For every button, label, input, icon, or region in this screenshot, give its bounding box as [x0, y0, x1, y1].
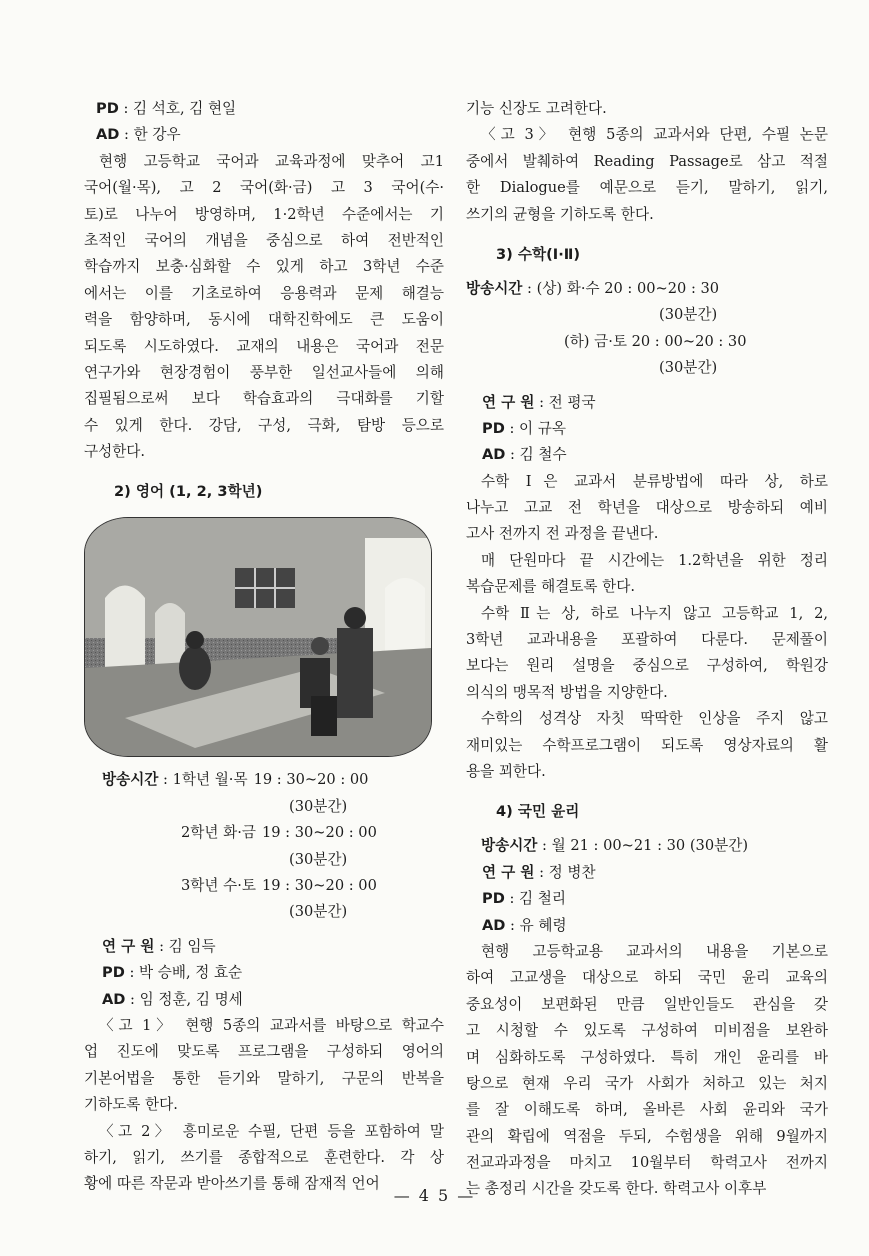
text-line: 관의 확립에 역점을 두되, 수험생을 위해 9월까지 [466, 1127, 828, 1145]
math-lower-time: (하) 금·토 20 : 00~20 : 30 [564, 332, 747, 350]
math-upper-duration: (30분간) [659, 306, 718, 324]
text-line: 탕으로 현재 우리 국가 사회가 처하고 있는 처지 [466, 1074, 828, 1092]
text-line: 수학 Ⅱ는 상, 하로 나누지 않고 고등학교 1, 2, [481, 604, 828, 622]
credit-label: PD [482, 890, 505, 908]
text-line: 집필됨으로써 보다 학습효과의 극대화를 기할 [84, 390, 444, 408]
credit-name: : 김 임득 [154, 937, 216, 955]
page-number: — 4 5 — [393, 1186, 476, 1205]
text-line: 토)로 나누어 방영하며, 1·2학년 수준에서는 기 [84, 205, 444, 223]
ethics-time: : 월 21 : 00~21 : 30 (30분간) [537, 837, 749, 855]
credit-name: : 김 철리 [504, 890, 566, 908]
text-line: 황에 따른 작문과 받아쓰기를 통해 잠재적 언어 [84, 1175, 380, 1193]
text-line: 〈고 2〉 흥미로운 수필, 단편 등을 포함하여 말 [99, 1122, 444, 1140]
credit-label: PD [102, 964, 125, 982]
text-line: 기본어법을 통한 듣기와 말하기, 구문의 반복을 [84, 1069, 444, 1087]
text-line: 쓰기의 균형을 기하도록 한다. [466, 205, 654, 223]
text-line: 용을 꾀한다. [466, 762, 546, 780]
text-line: 연구가와 현장경험이 풍부한 일선교사들에 의해 [84, 363, 444, 381]
text-line: 되도록 시도하였다. 교재의 내용은 국어과 전문 [84, 337, 444, 355]
text-line: 재미있는 수학프로그램이 되도록 영상자료의 활 [466, 736, 828, 754]
credit-label: PD [96, 100, 119, 117]
credit-line [84, 934, 444, 960]
credit-label: PD [482, 419, 505, 437]
text-line: 중요성이 보편화된 만큼 일반인들도 관심을 갖 [466, 995, 828, 1013]
text-line: 는 총정리 시간을 갖도록 한다. 학력고사 이후부 [466, 1180, 767, 1198]
credit-line [466, 886, 828, 912]
math-schedule-upper: 방송시간 : (상) 화·수 20 : 00~20 : 30 [466, 276, 828, 302]
credit-name: : 임 정훈, 김 명세 [125, 990, 243, 1008]
text-line: 수학 Ⅰ은 교과서 분류방법에 따라 상, 하로 [481, 472, 828, 490]
text-line: 현행 고등학교용 교과서의 내용을 기본으로 [481, 942, 828, 960]
text-line: 에서는 이를 기초로하여 응용력과 문제 해결능 [84, 284, 444, 302]
credit-label: 연 구 원 [482, 863, 535, 881]
credit-name: : 박 승배, 정 효순 [124, 964, 243, 982]
credit-name: : 김 석호, 김 현일 [118, 100, 237, 117]
text-line: 〈고 3〉 현행 5종의 교과서와 단편, 수필 논문 [481, 126, 828, 144]
left-column [84, 96, 444, 1198]
ethics-schedule [466, 833, 828, 859]
text-line: 중에서 발췌하여 Reading Passage로 삼고 적절 [466, 152, 828, 170]
credit-line [84, 987, 444, 1013]
schedule-duration: (30분간) [289, 850, 348, 868]
credit-line [466, 913, 828, 939]
credit-line [84, 122, 444, 148]
credit-name: : 유 혜령 [505, 916, 567, 934]
schedule-time: 19 : 30~20 : 00 [261, 877, 377, 895]
text-line: 수학의 성격상 자칫 딱딱한 인상을 주지 않고 [481, 710, 828, 728]
math-upper-time: (상) 화·수 20 : 00~20 : 30 [536, 279, 720, 297]
credit-label: 연 구 원 [102, 937, 155, 955]
schedule-time: 19 : 30~20 : 00 [261, 824, 377, 842]
credit-label: 연 구 원 [482, 393, 535, 411]
text-line: 전교과과정을 마치고 10월부터 학력고사 전까지 [466, 1154, 828, 1172]
text-line: 하여 고교생을 대상으로 하되 국민 윤리 교육의 [466, 969, 828, 987]
classroom-photo [84, 517, 432, 757]
english-heading: 2) 영어 (1, 2, 3학년) [114, 483, 263, 501]
math-lower-duration: (30분간) [659, 359, 718, 377]
broadcast-label: 방송시간 [102, 771, 159, 789]
schedule-line: 방송시간 : 1학년 월·목 19 : 30~20 : 00 [84, 767, 444, 793]
schedule-grade: 2학년 화·금 [181, 824, 256, 842]
broadcast-label: 방송시간 [466, 279, 523, 297]
text-line: 복습문제를 해결토록 한다. [466, 578, 635, 596]
text-line: 3학년 교과내용을 포괄하여 다룬다. 문제풀이 [466, 631, 828, 649]
text-line: 학습까지 보충·심화할 수 있게 하고 3학년 수준 [84, 258, 444, 276]
credit-line [84, 96, 444, 122]
text-line: 한 Dialogue를 예문으로 듣기, 말하기, 읽기, [466, 179, 828, 197]
right-column [466, 96, 828, 1203]
text-line: 초적인 국어의 개념을 중심으로 하여 전반적인 [84, 231, 444, 249]
schedule-duration: (30분간) [289, 797, 348, 815]
text-line: 기능 신장도 고려한다. [466, 100, 607, 117]
text-line: 의식의 맹목적 방법을 지양한다. [466, 683, 668, 701]
text-line: 고사 전까지 전 과정을 끝낸다. [466, 525, 659, 543]
broadcast-label: 방송시간 [481, 837, 538, 855]
schedule-line [84, 873, 444, 899]
ethics-heading: 4) 국민 윤리 [496, 803, 580, 821]
text-line: 고 시청할 수 있도록 구성하여 미비점을 보완하 [466, 1022, 828, 1040]
credit-name: : 이 규옥 [504, 419, 566, 437]
credit-name: : 한 강우 [119, 126, 181, 144]
text-line: 보다는 원리 설명을 중심으로 구성하여, 학원강 [466, 657, 828, 675]
credit-line [84, 960, 444, 986]
schedule-grade: 3학년 수·토 [181, 877, 256, 895]
credit-line [466, 390, 828, 416]
classroom-photo-illustration [85, 518, 431, 756]
credit-name: : 김 철수 [505, 446, 567, 464]
schedule-grade: 1학년 월·목 [172, 771, 248, 789]
schedule-line [84, 820, 444, 846]
text-line: 하기, 읽기, 쓰기를 종합적으로 훈련한다. 각 상 [84, 1148, 444, 1166]
schedule-duration: (30분간) [289, 903, 348, 921]
credit-name: : 정 병찬 [534, 863, 596, 881]
text-line: 〈고 1〉 현행 5종의 교과서를 바탕으로 학교수 [99, 1016, 444, 1034]
text-line: 매 단원마다 끝 시간에는 1.2학년을 위한 정리 [481, 551, 828, 569]
text-line: 력을 함양하며, 동시에 대학진학에도 큰 도움이 [84, 311, 444, 329]
math-heading: 3) 수학(Ⅰ·Ⅱ) [496, 245, 581, 263]
schedule-time: 19 : 30~20 : 00 [253, 771, 369, 789]
credit-label: AD [102, 990, 126, 1008]
text-line: 현행 고등학교 국어과 교육과정에 맞추어 고1 [99, 152, 444, 170]
text-line: 를 잘 이해도록 하며, 올바른 사회 윤리와 국가 [466, 1101, 828, 1119]
text-line: 구성한다. [84, 443, 146, 461]
credit-line [466, 860, 828, 886]
text-line: 업 진도에 맞도록 프로그램을 구성하되 영어의 [84, 1043, 444, 1061]
credit-label: AD [96, 126, 120, 144]
credit-line [466, 416, 828, 442]
text-line: 국어(월·목), 고 2 국어(화·금) 고 3 국어(수· [84, 179, 444, 197]
text-line: 기하도록 한다. [84, 1096, 178, 1114]
credit-line [466, 442, 828, 468]
credit-name: : 전 평국 [534, 393, 596, 411]
text-line: 며 심화하도록 구성하였다. 특히 개인 윤리를 바 [466, 1048, 828, 1066]
text-line: 수 있게 한다. 강담, 구성, 극화, 탐방 등으로 [84, 416, 444, 434]
text-line: 나누고 고교 전 학년을 대상으로 방송하되 예비 [466, 499, 828, 517]
credit-label: AD [482, 446, 506, 464]
credit-label: AD [482, 916, 506, 934]
